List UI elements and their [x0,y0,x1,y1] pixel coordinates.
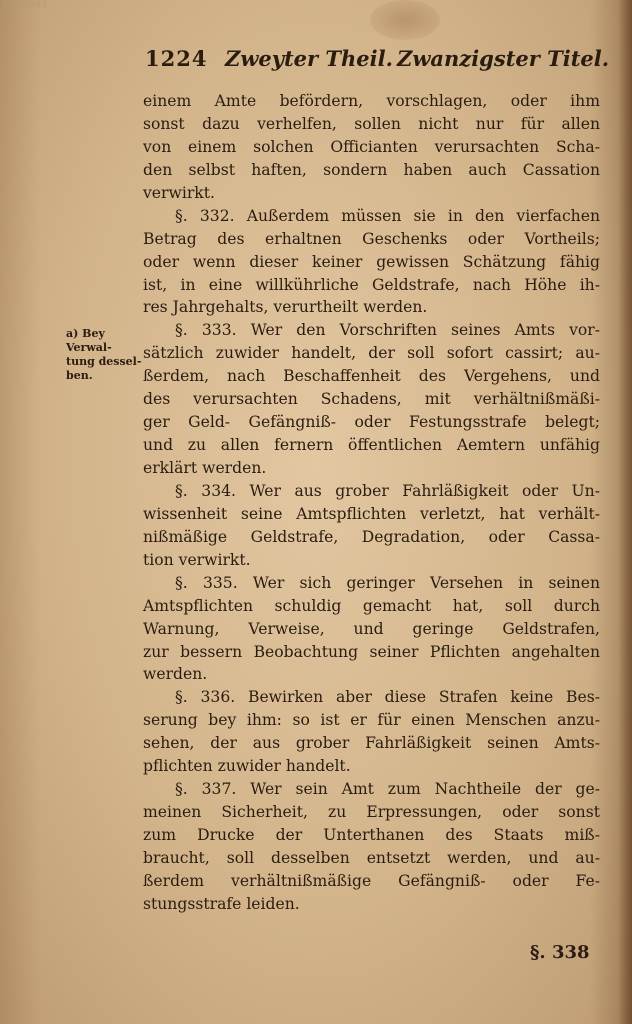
text-line: sätzlich zuwider handelt, der soll sofort cassirt; au- [143,344,600,363]
page-edge-shadow [618,0,632,1024]
text-line: ßerdem verhältnißmäßige Gefängniß- oder Fe- [143,871,600,890]
text-line: ßerdem, nach Beschaffenheit des Vergehens, und [143,367,600,386]
text-line: sehen, der aus grober Fahrläßigkeit seinen Amts- [143,734,600,753]
text-line: werden. [143,665,208,684]
paragraph-337: §. 337. Wer sein Amt zum Nachtheile der ge- [175,780,600,799]
catchword: §. 338 [530,942,590,963]
text-line: Warnung, Verweise, und geringe Geldstrafen, [143,619,600,638]
text-line: des verursachten Schadens, mit verhältnißmäßi- [143,390,600,409]
body-text [143,90,600,916]
catalog-id: 10/03885 [2,0,48,10]
section-title: Zwanzigster Titel. [397,46,610,71]
text-line: von einem solchen Officianten verursachten Scha- [143,137,600,156]
text-line: tion verwirkt. [143,550,251,569]
text-line: oder wenn dieser keiner gewissen Schätzung fähig [143,252,600,271]
margin-note [66,327,142,383]
paragraph-336: §. 336. Bewirken aber diese Strafen keine Bes- [175,688,600,707]
paper-stain [370,0,440,40]
text-line: pflichten zuwider handelt. [143,757,351,776]
paragraph-335: §. 335. Wer sich geringer Versehen in seinen [175,573,600,592]
paragraph-332: §. 332. Außerdem müssen sie in den vierfachen [175,206,600,225]
text-line: res Jahrgehalts, verurtheilt werden. [143,298,428,317]
text-line: und zu allen fernern öffentlichen Aemtern unfähig [143,436,600,455]
margin-note-line: ben. [66,369,93,382]
page-number: 1224 [145,46,208,71]
running-head [145,44,610,78]
text-line: zum Drucke der Unterthanen des Staats miß- [143,826,600,844]
text-line: wissenheit seine Amtspflichten verletzt, hat verhält- [143,504,600,523]
margin-note-line: a) Bey [66,327,105,340]
text-line: den selbst haften, sondern haben auch Cassation [143,160,600,179]
text-line: ist, in eine willkührliche Geldstrafe, nach Höhe ih- [143,275,600,294]
text-line: sonst dazu verhelfen, sollen nicht nur für allen [143,114,600,133]
text-line: zur bessern Beobachtung seiner Pflichten angehalten [143,642,600,661]
text-line: Betrag des erhaltnen Geschenks oder Vortheils; [143,229,600,248]
text-line: erklärt werden. [143,459,267,477]
paragraph-334: §. 334. Wer aus grober Fahrläßigkeit oder Un- [175,481,600,500]
text-line: einem Amte befördern, vorschlagen, oder ihm [143,92,600,110]
margin-note-line: tung dessel- [66,355,142,368]
margin-note-line: Verwal- [66,341,112,354]
text-line: serung bey ihm: so ist er für einen Menschen anzu- [143,711,600,730]
text-line: ger Geld- Gefängniß- oder Festungsstrafe belegt; [143,413,600,432]
paragraph-333: §. 333. Wer den Vorschriften seines Amts vor- [175,321,600,340]
part-title: Zweyter Theil. [225,46,393,71]
text-line: braucht, soll desselben entsetzt werden, und au- [143,848,600,867]
text-line: Amtspflichten schuldig gemacht hat, soll durch [143,596,600,615]
text-line: verwirkt. [143,183,215,202]
text-line: meinen Sicherheit, zu Erpressungen, oder sonst [143,803,600,822]
text-line: stungsstrafe leiden. [143,894,300,913]
text-line: nißmäßige Geldstrafe, Degradation, oder Cassa- [143,527,600,546]
